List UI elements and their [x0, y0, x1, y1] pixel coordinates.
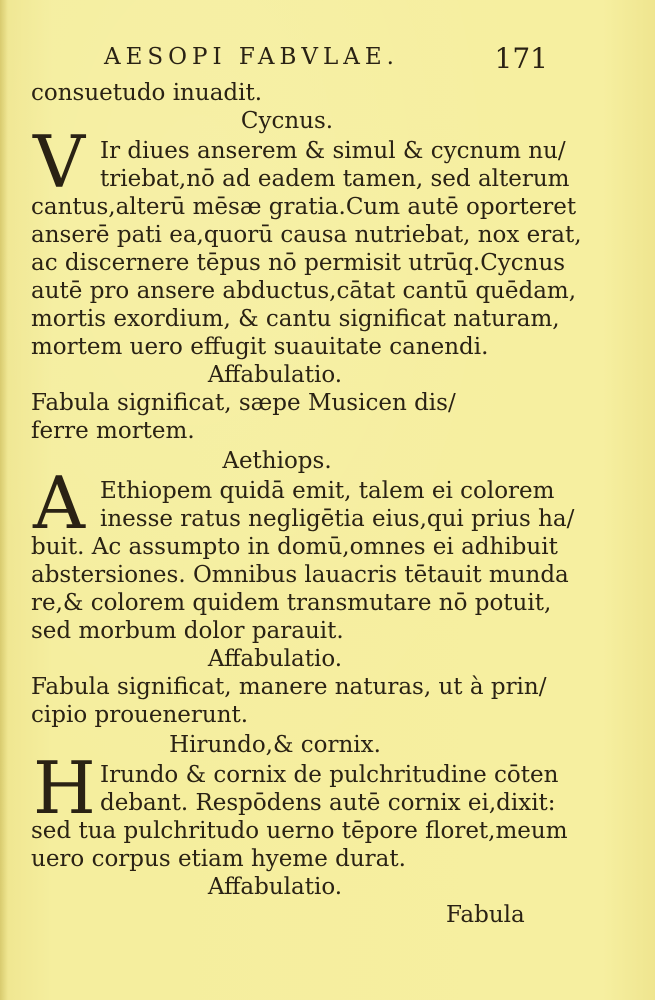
moral-heading-3: Affabulatio.	[207, 874, 343, 900]
dropcap-hirundo: H	[33, 746, 96, 830]
text-line-8: autē pro ansere abductus,cātat cantū quēdam,	[31, 278, 577, 304]
text-line-6: anserē pati ea,quorū causa nutriebat, nox erat,	[31, 222, 582, 248]
text-line-22: Fabula significat, manere naturas, ut à prin/	[31, 674, 547, 700]
text-line-25: Irundo & cornix de pulchritudine cōten	[100, 762, 559, 788]
moral-heading-2: Affabulatio.	[207, 646, 343, 672]
catchword: Fabula	[446, 902, 525, 928]
text-line-28: uero corpus etiam hyeme durat.	[31, 846, 406, 872]
text-line-4: triebat,nō ad eadem tamen, sed alterum	[100, 166, 570, 192]
text-line-18: abstersiones. Omnibus lauacris tētauit munda	[31, 562, 569, 588]
text-line-26: debant. Respōdens autē cornix ei,dixit:	[100, 790, 556, 816]
text-line-23: cipio prouenerunt.	[31, 702, 249, 728]
text-line-1: consuetudo inuadit.	[31, 80, 263, 106]
text-line-19: re,& colorem quidem transmutare nō potuit,	[31, 590, 552, 616]
text-line-10: mortem uero effugit suauitate canendi.	[31, 334, 489, 360]
page-number: 171	[494, 42, 548, 75]
fable-title-aethiops: Aethiops.	[222, 448, 332, 474]
text-line-5: cantus,alterū mēsæ gratia.Cum autē oporteret	[31, 194, 577, 220]
text-line-7: ac discernere tēpus nō permisit utrūq.Cycnus	[31, 250, 566, 276]
text-line-16: inesse ratus negligētia eius,qui prius ha/	[100, 506, 575, 532]
fable-title-hirundo: Hirundo,& cornix.	[169, 732, 381, 758]
running-title: AESOPI FABVLAE.	[104, 44, 399, 70]
text-line-17: buit. Ac assumpto in domū,omnes ei adhibuit	[31, 534, 558, 560]
fable-title-cycnus: Cycnus.	[240, 108, 334, 134]
text-line-3: Ir diues anserem & simul & cycnum nu/	[100, 138, 566, 164]
moral-heading-1: Affabulatio.	[207, 362, 343, 388]
text-line-27: sed tua pulchritudo uerno tēpore floret,meum	[31, 818, 568, 844]
text-line-9: mortis exordium, & cantu significat naturam,	[31, 306, 560, 332]
dropcap-cycnus: V	[33, 120, 85, 204]
text-line-15: Ethiopem quidā emit, talem ei colorem	[100, 478, 555, 504]
text-line-20: sed morbum dolor parauit.	[31, 618, 344, 644]
dropcap-aethiops: A	[33, 461, 85, 545]
page-gutter-shadow	[0, 0, 8, 1000]
text-line-12: Fabula significat, sæpe Musicen dis/	[31, 390, 456, 416]
text-line-13: ferre mortem.	[31, 418, 195, 444]
page-header	[104, 42, 548, 76]
